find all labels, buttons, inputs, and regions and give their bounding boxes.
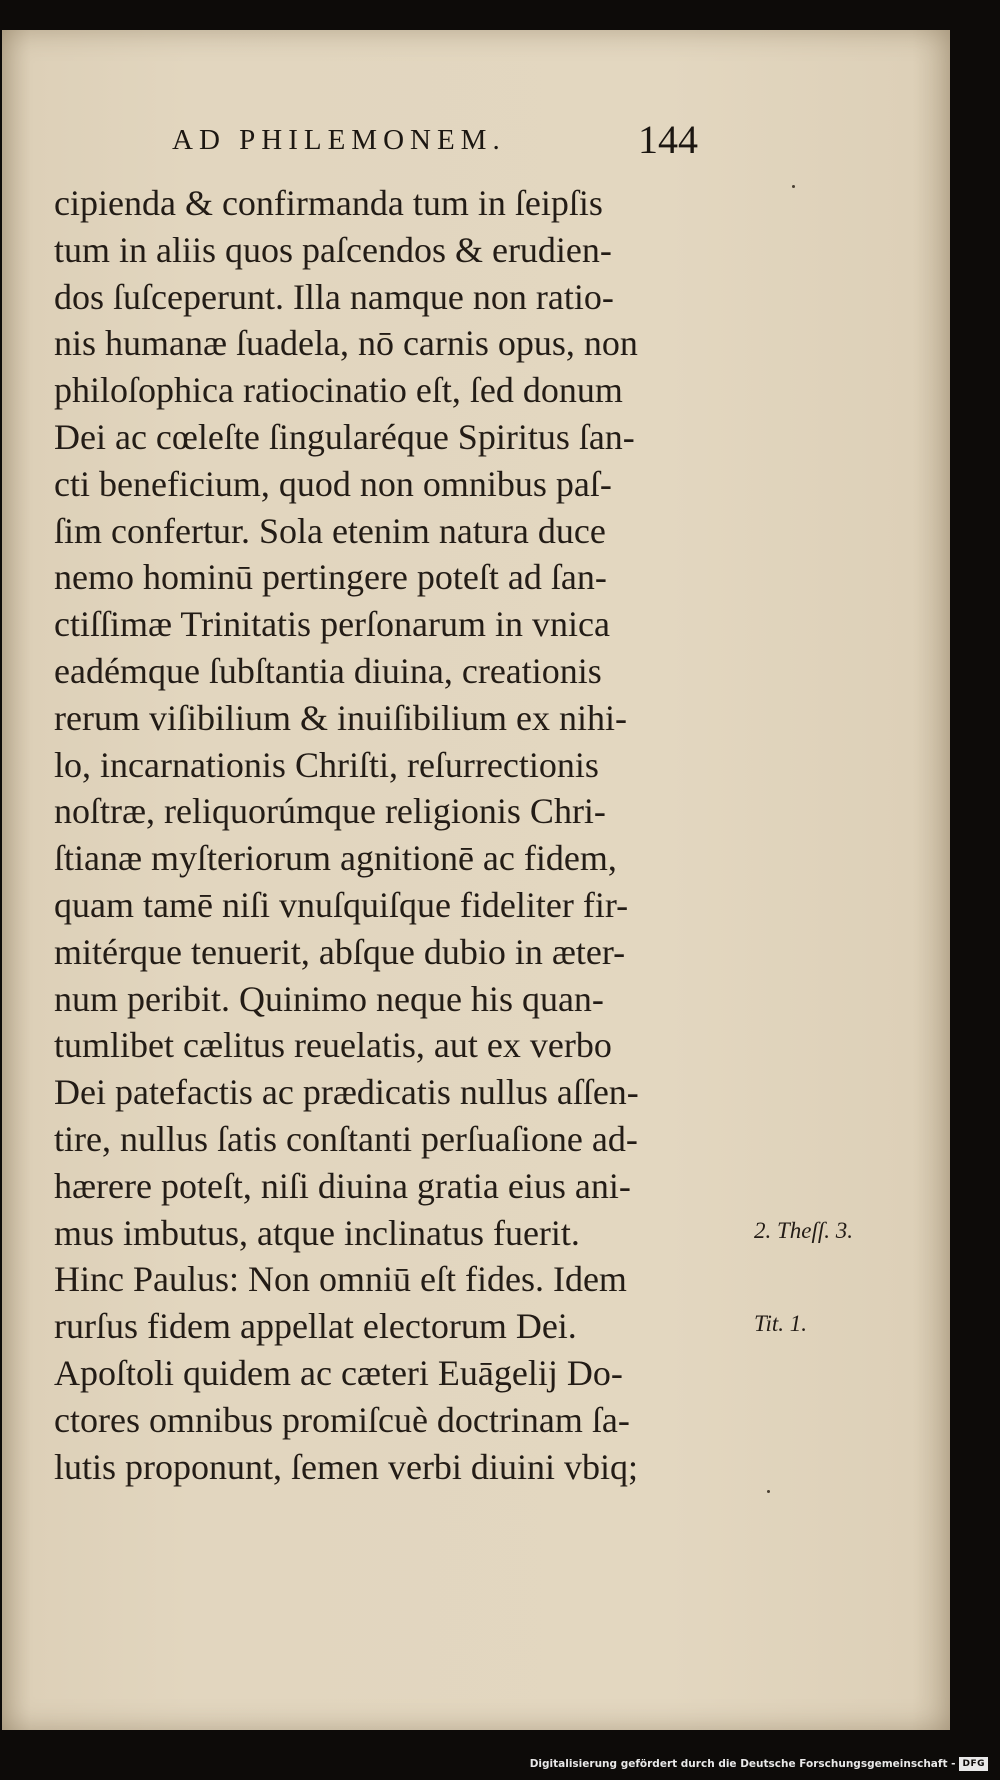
page-header xyxy=(2,112,950,176)
text-line: ſtianæ myſteriorum agnitionē ac fidem, xyxy=(54,838,617,879)
text-line: Hinc Paulus: Non omniū eſt fides. Idem xyxy=(54,1259,627,1300)
text-line: mus imbutus, atque inclinatus fuerit. xyxy=(54,1212,580,1253)
text-line: rurſus fidem appellat electorum Dei. xyxy=(54,1306,577,1347)
text-line: noſtræ, reliquorúmque religionis Chri- xyxy=(54,791,606,832)
digitization-footer xyxy=(530,1754,988,1774)
text-line: nis humanæ ſuadela, nō carnis opus, non xyxy=(54,323,638,364)
text-line: nemo hominū pertingere poteſt ad ſan- xyxy=(54,557,607,598)
text-line: Dei patefactis ac prædicatis nullus aſſen- xyxy=(54,1072,639,1113)
text-line: ſim confertur. Sola etenim natura duce xyxy=(54,510,606,551)
text-line: ctores omnibus promiſcuè doctrinam ſa- xyxy=(54,1399,630,1440)
text-line: tum in aliis quos paſcendos & erudien- xyxy=(54,229,612,270)
text-line: Apoſtoli quidem ac cæteri Euāgelij Do- xyxy=(54,1352,623,1393)
text-line: cipienda & confirmanda tum in ſeipſis xyxy=(54,183,603,223)
text-line: cti beneficium, quod non omnibus paſ- xyxy=(54,463,612,504)
text-line: lo, incarnationis Chriſti, reſurrectionis xyxy=(54,744,599,785)
text-line: mitérque tenuerit, abſque dubio in æter- xyxy=(54,931,626,972)
body-text xyxy=(54,180,744,1490)
text-line: tumlibet cælitus reuelatis, aut ex verbo xyxy=(54,1025,612,1066)
text-line: lutis proponunt, ſemen verbi diuini vbiq; xyxy=(54,1446,638,1487)
stray-ink-dot xyxy=(792,185,795,188)
running-head: AD PHILEMONEM. xyxy=(172,124,506,156)
digitization-credit: Digitalisierung gefördert durch die Deutsche Forschungsgemeinschaft - xyxy=(529,1758,956,1770)
text-line: rerum viſibilium & inuiſibilium ex nihi- xyxy=(54,697,627,738)
page-number: 144 xyxy=(638,117,698,162)
dfg-logo: DFG xyxy=(959,1757,988,1771)
text-line: Dei ac cœleſte ſingularéque Spiritus ſan- xyxy=(54,416,635,457)
text-line: hærere poteſt, niſi diuina gratia eius ani- xyxy=(54,1165,631,1206)
text-line: eadémque ſubſtantia diuina, creationis xyxy=(54,650,602,691)
text-line: num peribit. Quinimo neque his quan- xyxy=(54,978,604,1019)
text-line: ctiſſimæ Trinitatis perſonarum in vnica xyxy=(54,604,610,645)
text-line: dos ſuſceperunt. Illa namque non ratio- xyxy=(54,276,614,317)
stray-ink-dot xyxy=(767,1490,770,1493)
text-line: quam tamē niſi vnuſquiſque fideliter fir- xyxy=(54,884,629,925)
text-line: tire, nullus ſatis conſtanti perſuaſione ad- xyxy=(54,1118,638,1159)
marginal-note: Tit. 1. xyxy=(754,1311,808,1337)
marginal-note: 2. Theſſ. 3. xyxy=(754,1217,854,1243)
text-line: philoſophica ratiocinatio eſt, ſed donum xyxy=(54,370,623,411)
book-page xyxy=(2,30,950,1730)
